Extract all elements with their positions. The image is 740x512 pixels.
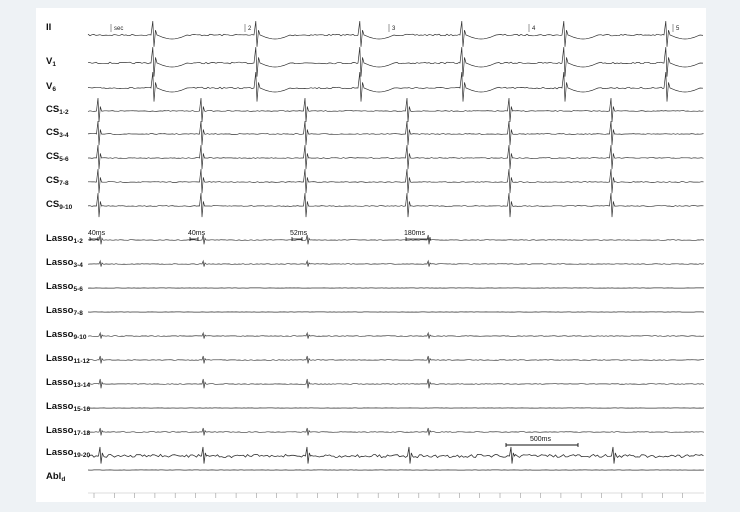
top-tick-number: 4: [532, 26, 536, 32]
channel-label: Lasso$_{3-4}$: [46, 257, 83, 269]
trace-cs78: [88, 169, 704, 193]
trace-cs56: [88, 145, 704, 169]
trace-ii: [88, 21, 703, 47]
trace-lasso1718: [88, 428, 704, 435]
channel-label: Lasso$_{11-12}$: [46, 353, 90, 365]
channel-label: Lasso$_{5-6}$: [46, 281, 83, 293]
trace-lasso1314: [88, 379, 704, 388]
channel-label: Lasso$_{9-10}$: [46, 329, 87, 341]
ecg-figure: [36, 8, 706, 502]
channel-label: $CS_{7-8}$: [46, 175, 69, 187]
channel-label: II: [46, 22, 52, 33]
channel-label: Lasso$_{17-18}$: [46, 425, 91, 437]
trace-v1: [88, 47, 703, 77]
interval-label: 40ms: [188, 230, 206, 237]
top-tick-number: sec: [114, 26, 124, 32]
channel-label: Abl$_d$: [46, 471, 66, 483]
trace-lasso12: [88, 235, 704, 244]
channel-label: Lasso$_{1-2}$: [46, 233, 83, 245]
channel-label: $CS_{3-4}$: [46, 127, 69, 139]
interval-label: 52ms: [290, 230, 308, 237]
trace-v6: [88, 72, 703, 102]
interval-label: 180ms: [404, 230, 426, 237]
channel-label: Lasso$_{19-20}$: [46, 447, 91, 459]
trace-lasso1920: [88, 447, 704, 464]
channel-label: Lasso$_{7-8}$: [46, 305, 83, 317]
trace-lasso34: [88, 261, 704, 267]
trace-lasso1112: [88, 356, 704, 363]
channel-label: $V_1$: [46, 56, 56, 68]
channel-label: $CS_{5-6}$: [46, 151, 69, 163]
top-tick-number: 5: [676, 26, 680, 32]
channel-label: Lasso$_{13-14}$: [46, 377, 91, 389]
interval-label: 40ms: [88, 230, 106, 237]
trace-lasso910: [88, 333, 704, 339]
trace-cs910: [88, 193, 704, 217]
trace-cs12: [88, 98, 704, 122]
trace-cs34: [88, 121, 704, 145]
top-tick-number: 3: [392, 26, 396, 32]
channel-label: $V_6$: [46, 81, 56, 93]
channel-label: Lasso$_{15-16}$: [46, 401, 91, 413]
tracings-canvas: [36, 8, 706, 502]
channel-label: $CS_{1-2}$: [46, 104, 69, 116]
channel-label: $CS_{9-10}$: [46, 199, 73, 211]
scale-bar-label: 500ms: [530, 436, 552, 443]
top-tick-number: 2: [248, 26, 252, 32]
